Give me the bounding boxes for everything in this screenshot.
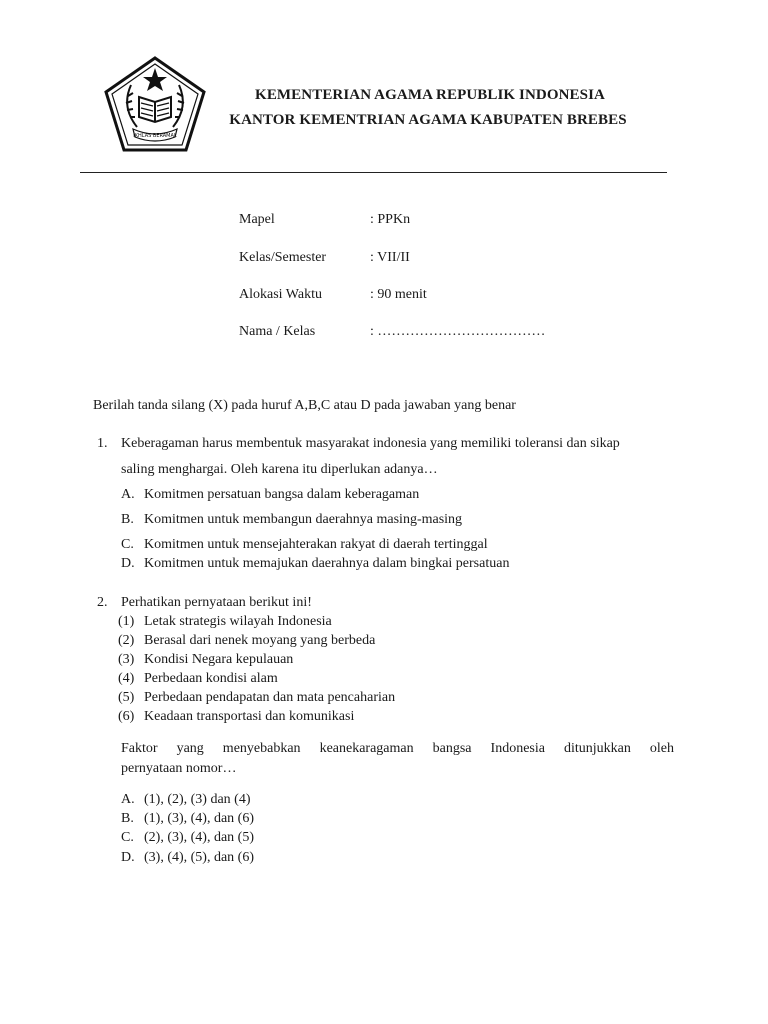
option-letter: D. [121, 556, 135, 571]
instruction-text: Berilah tanda silang (X) pada huruf A,B,C atau D pada jawaban yang benar [93, 398, 516, 413]
statement-number: (5) [118, 690, 135, 705]
option-letter: C. [121, 537, 134, 552]
logo-ribbon-text: IKHLAS BERAMAL [133, 133, 177, 139]
statement-number: (2) [118, 633, 135, 648]
statement-text: Berasal dari nenek moyang yang berbeda [144, 633, 376, 648]
option-letter: A. [121, 792, 135, 807]
statement-text: Letak strategis wilayah Indonesia [144, 614, 332, 629]
option-text: Komitmen persatuan bangsa dalam keberagaman [144, 487, 420, 502]
option-text: (1), (2), (3) dan (4) [144, 792, 251, 807]
statement-number: (1) [118, 614, 135, 629]
kemenag-emblem-icon [103, 55, 207, 153]
info-label-waktu: Alokasi Waktu [239, 287, 322, 302]
option-text: Komitmen untuk memajukan daerahnya dalam bingkai persatuan [144, 556, 510, 571]
question-prompt: pernyataan nomor… [121, 761, 237, 776]
info-value-mapel: : PPKn [370, 212, 411, 227]
ministry-title: KEMENTERIAN AGAMA REPUBLIK INDONESIA [255, 87, 605, 103]
option-letter: C. [121, 830, 134, 845]
question-text: Keberagaman harus membentuk masyarakat indonesia yang memiliki toleransi dan sikap [121, 436, 620, 451]
option-text: (2), (3), (4), dan (5) [144, 830, 255, 845]
question-text: Perhatikan pernyataan berikut ini! [121, 595, 312, 610]
statement-text: Keadaan transportasi dan komunikasi [144, 709, 355, 724]
option-letter: A. [121, 487, 135, 502]
statement-text: Kondisi Negara kepulauan [144, 652, 294, 667]
question-prompt: Faktor yang menyebabkan keanekaragaman bangsa Indonesia ditunjukkan oleh [121, 741, 674, 756]
option-text: (3), (4), (5), dan (6) [144, 850, 255, 865]
office-title: KANTOR KEMENTRIAN AGAMA KABUPATEN BREBES [229, 112, 627, 128]
statement-number: (3) [118, 652, 135, 667]
statement-text: Perbedaan kondisi alam [144, 671, 278, 686]
statement-number: (6) [118, 709, 135, 724]
info-value-kelas: : VII/II [370, 250, 410, 265]
info-label-mapel: Mapel [239, 212, 275, 227]
option-letter: B. [121, 512, 134, 527]
info-label-nama: Nama / Kelas [239, 324, 316, 339]
info-label-kelas: Kelas/Semester [239, 250, 327, 265]
option-letter: B. [121, 811, 134, 826]
header-divider [80, 172, 667, 173]
info-value-waktu: : 90 menit [370, 287, 427, 302]
question-number: 2. [97, 595, 108, 610]
option-text: (1), (3), (4), dan (6) [144, 811, 255, 826]
statement-number: (4) [118, 671, 135, 686]
option-letter: D. [121, 850, 135, 865]
question-text: saling menghargai. Oleh karena itu diperlukan adanya… [121, 462, 438, 477]
question-number: 1. [97, 436, 108, 451]
option-text: Komitmen untuk membangun daerahnya masing-masing [144, 512, 463, 527]
info-value-nama: : ……………………………… [370, 324, 546, 339]
statement-text: Perbedaan pendapatan dan mata pencaharian [144, 690, 396, 705]
option-text: Komitmen untuk mensejahterakan rakyat di daerah tertinggal [144, 537, 488, 552]
